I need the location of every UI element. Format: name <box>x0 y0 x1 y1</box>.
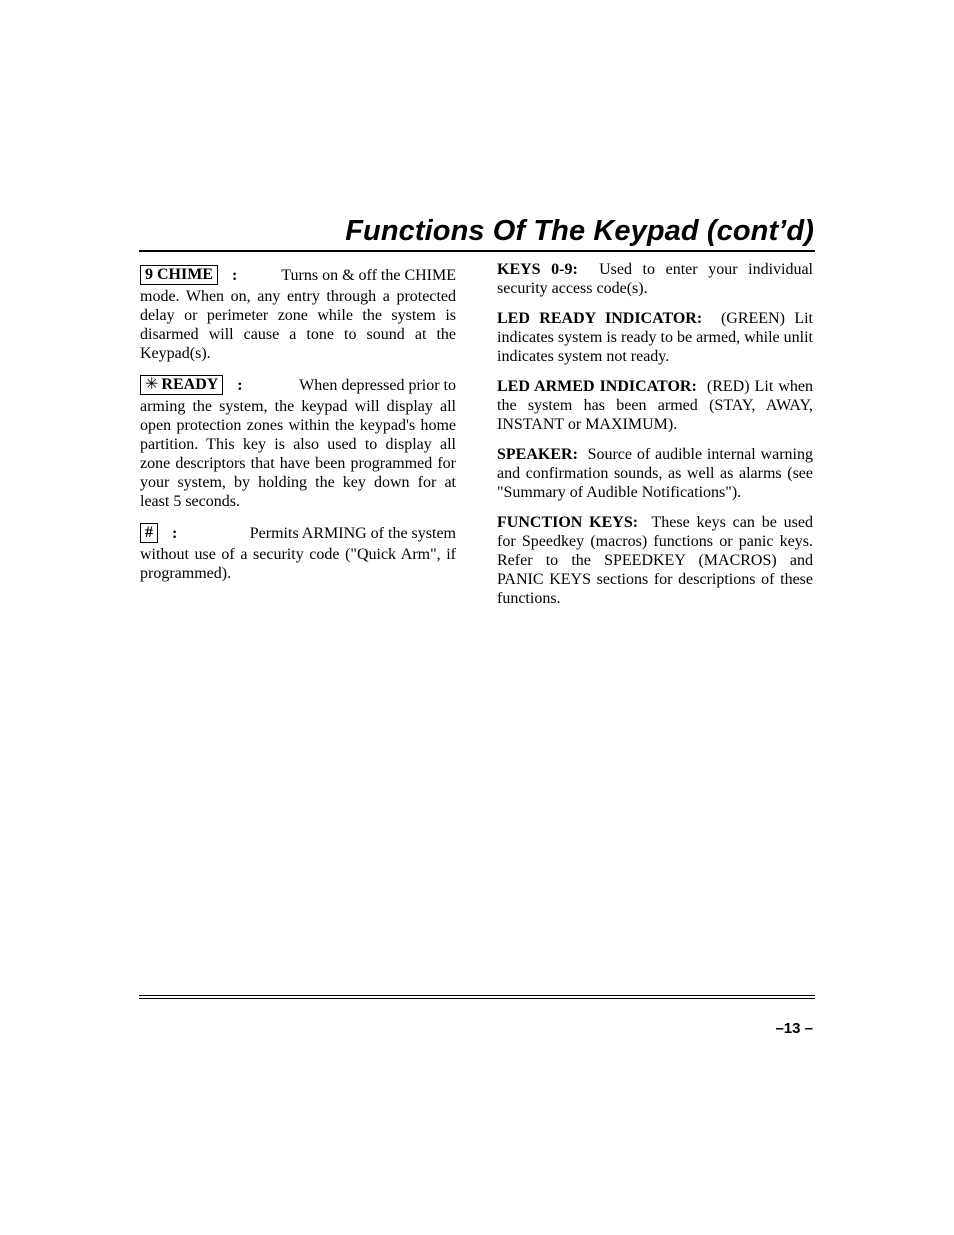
led-armed-entry <box>497 377 813 434</box>
chime-colon: : <box>232 266 238 284</box>
ready-entry <box>140 373 456 511</box>
page-title: Functions Of The Keypad (cont’d) <box>345 215 814 247</box>
keys-label: KEYS 0-9: <box>497 261 578 278</box>
ready-key-line <box>140 373 456 397</box>
chime-description: mode. When on, any entry through a protected delay or perimeter zone while the system is disarmed will cause a tone to sound at the Keypad(s). <box>140 288 456 362</box>
function-keys-label: FUNCTION KEYS: <box>497 514 639 531</box>
ready-key-label: READY <box>161 376 219 393</box>
function-keys-text: These keys can be used for Speedkey (macros) functions or panic keys. Refer to the SPEEDKEY (MACROS) and PANIC KEYS sections for descriptions of these functions. <box>497 514 813 607</box>
pound-key-box: # <box>140 523 158 543</box>
title-rule <box>139 250 815 252</box>
pound-key-line <box>140 521 456 545</box>
page-number: –13 – <box>775 1020 813 1037</box>
chime-entry <box>140 263 456 363</box>
right-column <box>497 260 813 619</box>
speaker-label: SPEAKER: <box>497 446 578 463</box>
led-ready-label: LED READY INDICATOR: <box>497 310 703 327</box>
ready-first-line: When depressed prior to <box>299 376 456 394</box>
chime-key-line <box>140 263 456 287</box>
ready-key-box <box>140 375 223 395</box>
pound-first-line: Permits ARMING of the system <box>249 524 456 542</box>
led-armed-label: LED ARMED INDICATOR: <box>497 378 697 395</box>
left-column <box>140 263 456 593</box>
ready-description: arming the system, the keypad will display all open protection zones within the keypad's home partition. This key is also used to display all zone descriptors that have been programmed for your system, by holding the key down for at least 5 seconds. <box>140 398 456 510</box>
footer-rule-upper <box>139 995 815 996</box>
led-ready-entry <box>497 309 813 366</box>
pound-colon: : <box>172 524 178 542</box>
keys-entry <box>497 260 813 298</box>
chime-key-box: 9 CHIME <box>140 265 218 285</box>
ready-colon: : <box>237 376 243 394</box>
asterisk-icon: ✳ <box>145 376 159 393</box>
led-ready-text: (GREEN) Lit indicates system is ready to be armed, while unlit indicates system not ready. <box>497 310 813 365</box>
footer-rule-lower <box>139 998 815 999</box>
speaker-entry <box>497 445 813 502</box>
keys-text: Used to enter your individual security access code(s). <box>497 261 814 297</box>
pound-description: without use of a security code ("Quick Arm", if programmed). <box>140 546 456 582</box>
led-armed-text: (RED) Lit when the system has been armed (STAY, AWAY, INSTANT or MAXIMUM). <box>497 378 814 433</box>
pound-entry <box>140 521 456 583</box>
speaker-text: Source of audible internal warning and confirmation sounds, as well as alarms (see "Summary of Audible Notifications"). <box>497 446 814 501</box>
chime-first-line: Turns on & off the CHIME <box>281 266 456 284</box>
function-keys-entry <box>497 513 813 608</box>
